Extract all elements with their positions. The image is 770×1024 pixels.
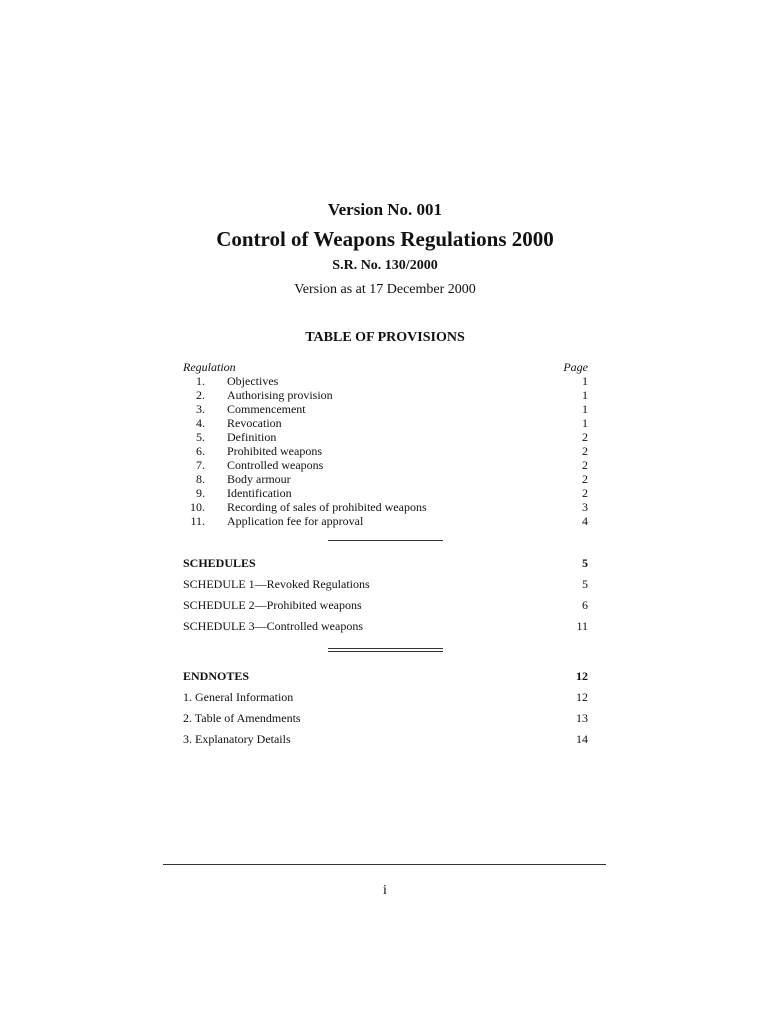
endnotes-heading: ENDNOTES (183, 669, 250, 683)
schedule-title: SCHEDULE 2—Prohibited weapons (183, 598, 362, 612)
regulation-title: Identification (227, 486, 292, 500)
version-date: Version as at 17 December 2000 (294, 282, 476, 297)
document-title: Control of Weapons Regulations 2000 (216, 227, 554, 251)
regulation-title: Controlled weapons (227, 458, 324, 472)
schedule-row[interactable] (183, 574, 588, 595)
endnote-page: 12 (576, 690, 588, 704)
endnote-title: 3. Explanatory Details (183, 732, 291, 746)
toc-column-headers (183, 360, 588, 375)
schedule-page: 11 (576, 619, 588, 633)
endnotes-heading-page: 12 (576, 669, 588, 683)
regulation-number: 4. (196, 416, 205, 430)
regulation-title: Recording of sales of prohibited weapons (227, 500, 427, 514)
endnotes-section (183, 666, 588, 750)
regulation-page: 2 (582, 430, 588, 444)
regulation-row[interactable] (183, 486, 588, 500)
regulation-title: Definition (227, 430, 277, 444)
footer-divider (163, 864, 606, 865)
regulation-page: 2 (582, 458, 588, 472)
regulation-row[interactable] (183, 472, 588, 486)
regulation-title: Commencement (227, 402, 306, 416)
regulation-row[interactable] (183, 500, 588, 514)
regulation-number: 9. (196, 486, 205, 500)
version-number: Version No. 001 (327, 200, 443, 219)
schedule-page: 6 (582, 598, 588, 612)
regulation-page: 3 (582, 500, 588, 514)
schedule-row[interactable] (183, 595, 588, 616)
regulation-page: 1 (582, 416, 588, 430)
regulation-title: Application fee for approval (227, 514, 364, 528)
regulation-title: Revocation (227, 416, 282, 430)
regulation-row[interactable] (183, 402, 588, 416)
schedule-row[interactable] (183, 616, 588, 637)
regulation-number: 6. (196, 444, 205, 458)
regulation-page: 4 (582, 514, 588, 528)
regulation-row[interactable] (183, 374, 588, 388)
regulation-row[interactable] (183, 388, 588, 402)
regulation-number: 1. (196, 374, 205, 388)
page-number: i (383, 883, 387, 898)
regulation-number: 10. (190, 500, 205, 514)
endnote-title: 2. Table of Amendments (183, 711, 301, 725)
schedules-heading-page: 5 (582, 556, 588, 570)
regulation-row[interactable] (183, 416, 588, 430)
regulation-row[interactable] (183, 458, 588, 472)
regulation-row[interactable] (183, 514, 588, 528)
regulation-number: 8. (196, 472, 205, 486)
endnote-title: 1. General Information (183, 690, 294, 704)
schedules-section (183, 553, 588, 637)
endnote-row[interactable] (183, 708, 588, 729)
regulation-page: 1 (582, 402, 588, 416)
regulation-number: 7. (196, 458, 205, 472)
schedules-heading-row[interactable] (183, 553, 588, 574)
endnote-page: 13 (576, 711, 588, 725)
schedule-title: SCHEDULE 1—Revoked Regulations (183, 577, 370, 591)
endnotes-heading-row[interactable] (183, 666, 588, 687)
regulation-row[interactable] (183, 430, 588, 444)
regulation-number: 11. (190, 514, 205, 528)
endnote-row[interactable] (183, 729, 588, 750)
endnote-page: 14 (576, 732, 588, 746)
regulation-number: 5. (196, 430, 205, 444)
endnote-row[interactable] (183, 687, 588, 708)
page-column-header: Page (563, 360, 588, 374)
section-divider (328, 540, 443, 541)
regulation-column-header: Regulation (183, 360, 236, 374)
regulation-page: 2 (582, 472, 588, 486)
regulation-title: Objectives (227, 374, 279, 388)
regulation-title: Prohibited weapons (227, 444, 322, 458)
double-divider (328, 648, 443, 652)
regulation-page: 1 (582, 374, 588, 388)
regulation-page: 2 (582, 444, 588, 458)
regulation-number: 2. (196, 388, 205, 402)
regulation-row[interactable] (183, 444, 588, 458)
regulation-title: Authorising provision (227, 388, 333, 402)
toc-heading: TABLE OF PROVISIONS (305, 330, 465, 345)
regulation-title: Body armour (227, 472, 291, 486)
schedule-page: 5 (582, 577, 588, 591)
schedules-heading: SCHEDULES (183, 556, 256, 570)
regulation-page: 2 (582, 486, 588, 500)
regulation-list (183, 374, 588, 528)
regulation-page: 1 (582, 388, 588, 402)
schedule-title: SCHEDULE 3—Controlled weapons (183, 619, 363, 633)
sr-number: S.R. No. 130/2000 (332, 258, 438, 273)
regulation-number: 3. (196, 402, 205, 416)
